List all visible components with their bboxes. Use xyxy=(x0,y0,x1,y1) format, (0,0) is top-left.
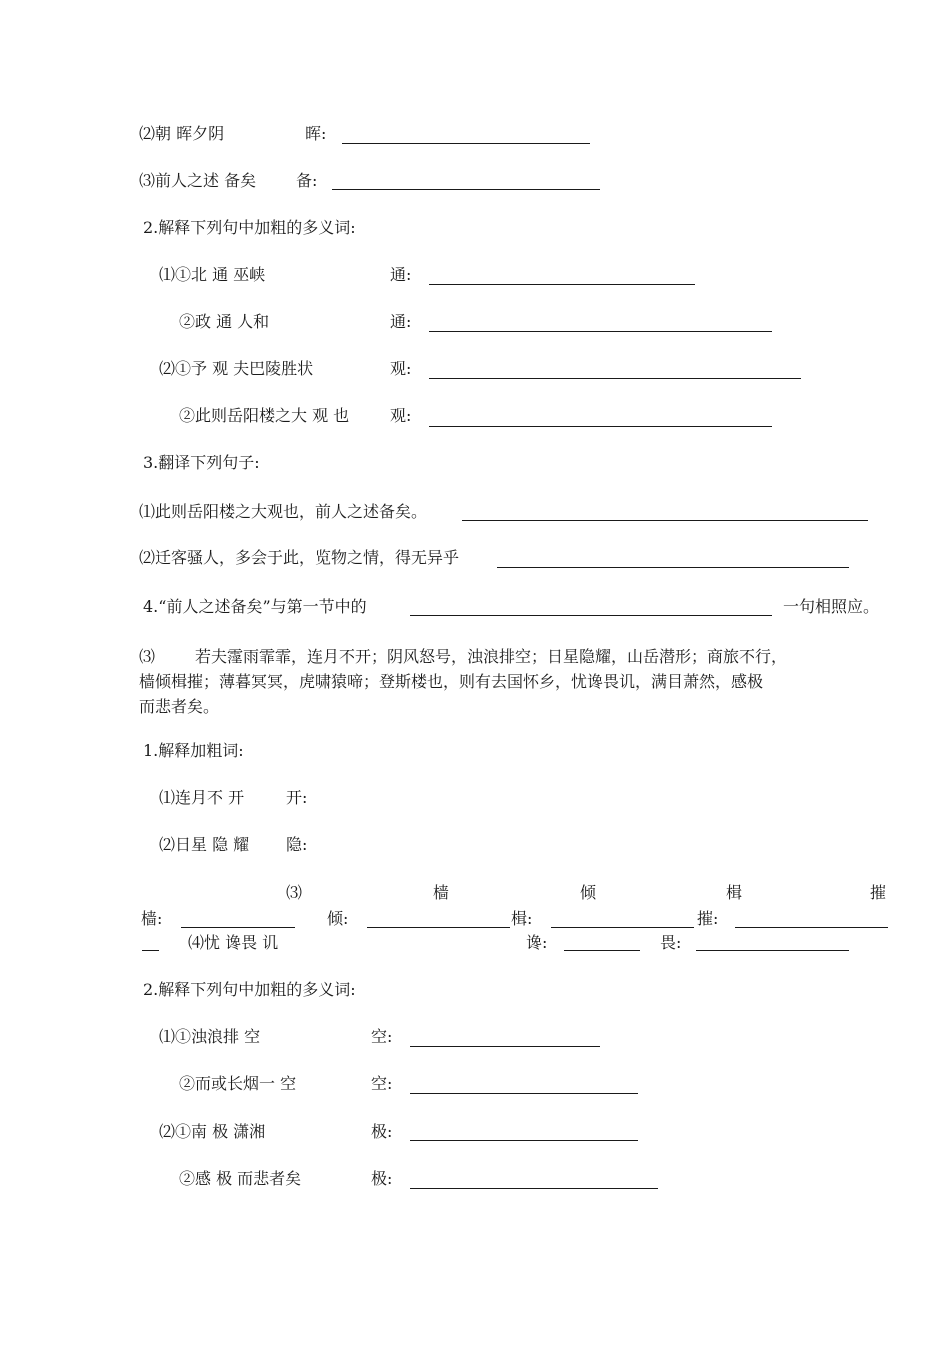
translate-blank-1[interactable] xyxy=(462,520,868,521)
answer-blank-chan[interactable] xyxy=(564,950,640,951)
item-prompt-guan2: ②此则岳阳楼之大 观 也 xyxy=(179,406,350,425)
item-label-yin: 隐: xyxy=(286,835,308,854)
passage-line-3: 而悲者矣。 xyxy=(139,697,220,716)
question-4-blank[interactable] xyxy=(410,615,772,616)
question-4-text: 4.“前人之述备矣”与第一节中的 xyxy=(143,597,367,616)
item-label-kong1: 空: xyxy=(371,1027,393,1046)
translate-sentence-1: ⑴此则岳阳楼之大观也，前人之述备矣。 xyxy=(139,502,428,521)
question-1b-heading: 1.解释加粗词: xyxy=(143,741,244,760)
translate-sentence-2: ⑵迁客骚人，多会于此，览物之情，得无异乎 xyxy=(139,548,460,567)
question-3-heading: 3.翻译下列句子: xyxy=(143,453,260,472)
item-prompt-tong1: ⑴①北 通 巫峡 xyxy=(159,265,266,284)
answer-blank-kong2[interactable] xyxy=(410,1093,638,1094)
item-prompt-guan1: ⑵①予 观 夫巴陵胜状 xyxy=(159,359,314,378)
item-label-kong2: 空: xyxy=(371,1074,393,1093)
item-3-char-qing: 倾 xyxy=(580,883,597,902)
answer-blank-ji2[interactable] xyxy=(410,1188,658,1189)
item-prompt-kong2: ②而或长烟一 空 xyxy=(179,1074,297,1093)
item-label-tong2: 通: xyxy=(390,312,412,331)
item-3-char-qiang: 樯 xyxy=(433,883,450,902)
item-prompt-zhaohui: ⑵朝 晖夕阴 xyxy=(139,124,225,143)
question-2-heading: 2.解释下列句中加粗的多义词: xyxy=(143,218,356,237)
answer-blank-bei[interactable] xyxy=(332,189,600,190)
answer-blank-tong2[interactable] xyxy=(429,331,772,332)
item-prompt-qianren: ⑶前人之述 备矣 xyxy=(139,171,257,190)
item-label-ji: 楫: xyxy=(511,909,533,928)
item-label-cui: 摧: xyxy=(697,909,719,928)
item-3-marker: ⑶ xyxy=(286,883,303,902)
item-label-bei: 备: xyxy=(296,171,318,190)
item-label-qing: 倾: xyxy=(327,909,349,928)
item-label-ji2: 极: xyxy=(371,1169,393,1188)
item-label-guan1: 观: xyxy=(390,359,412,378)
item-label-chan: 谗: xyxy=(526,933,548,952)
answer-blank-ji1[interactable] xyxy=(410,1140,638,1141)
answer-blank-qiang[interactable] xyxy=(181,927,295,928)
item-label-hui: 晖: xyxy=(305,124,327,143)
answer-blank-hui[interactable] xyxy=(342,143,590,144)
answer-blank-wei[interactable] xyxy=(696,950,849,951)
item-3-char-cui: 摧 xyxy=(870,883,887,902)
item-prompt-chan: ⑷忧 谗畏 讥 xyxy=(188,933,279,952)
item-label-ji1: 极: xyxy=(371,1122,393,1141)
passage-marker: ⑶ xyxy=(139,647,156,666)
item-label-tong1: 通: xyxy=(390,265,412,284)
question-2b-heading: 2.解释下列句中加粗的多义词: xyxy=(143,980,356,999)
answer-blank-kong1[interactable] xyxy=(410,1046,600,1047)
answer-blank-cui-cont[interactable] xyxy=(142,950,159,951)
answer-blank-tong1[interactable] xyxy=(429,284,695,285)
answer-blank-guan2[interactable] xyxy=(429,426,772,427)
item-label-qiang: 樯: xyxy=(141,909,163,928)
translate-blank-2[interactable] xyxy=(497,567,849,568)
answer-blank-guan1[interactable] xyxy=(429,378,801,379)
answer-blank-qing[interactable] xyxy=(367,927,510,928)
answer-blank-cui[interactable] xyxy=(735,927,888,928)
item-3-char-ji: 楫 xyxy=(726,883,743,902)
item-prompt-ji1: ⑵①南 极 潇湘 xyxy=(159,1122,266,1141)
passage-line-1: 若夫霪雨霏霏，连月不开；阴风怒号，浊浪排空；日星隐耀，山岳潜形；商旅不行， xyxy=(195,647,788,666)
item-prompt-yin: ⑵日星 隐 耀 xyxy=(159,835,250,854)
answer-blank-ji[interactable] xyxy=(551,927,694,928)
item-prompt-ji2: ②感 极 而悲者矣 xyxy=(179,1169,302,1188)
item-prompt-kong1: ⑴①浊浪排 空 xyxy=(159,1027,261,1046)
item-prompt-kai: ⑴连月不 开 xyxy=(159,788,245,807)
item-label-kai: 开: xyxy=(286,788,308,807)
question-4-suffix: 一句相照应。 xyxy=(783,597,880,616)
passage-section-3 xyxy=(139,644,899,719)
item-label-wei: 畏: xyxy=(660,933,682,952)
item-label-guan2: 观: xyxy=(390,406,412,425)
item-prompt-tong2: ②政 通 人和 xyxy=(179,312,270,331)
passage-line-2: 樯倾楫摧；薄暮冥冥，虎啸猿啼；登斯楼也，则有去国怀乡，忧谗畏讥，满目萧然，感极 xyxy=(139,672,764,691)
